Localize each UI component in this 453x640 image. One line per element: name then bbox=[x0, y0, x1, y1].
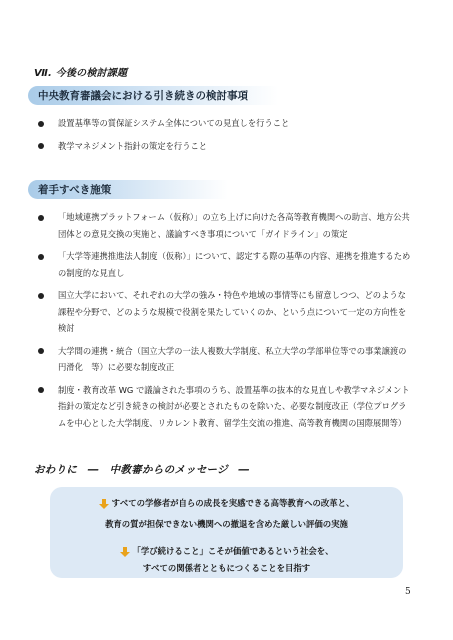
list-item: 国立大学において、それぞれの大学の強み・特色や地域の事情等にも留意しつつ、どのような課程や分野で、どのような規模で役割を果たしていくのか、という点について一定の方向性を検討 bbox=[34, 287, 414, 337]
message-line: すべての学修者が自らの成長を実感できる高等教育への改革と、 bbox=[50, 497, 403, 509]
list-item: 設置基準等の質保証システム全体についての見直しを行うこと bbox=[34, 115, 414, 132]
central-council-heading: 中央教育審議会における引き続きの検討事項 bbox=[38, 90, 248, 102]
list-item: 「大学等連携推進法人制度（仮称）」について、認定する際の基準の内容、連携を推進するための制度的な見直し bbox=[34, 248, 414, 281]
list-item: 教学マネジメント指針の策定を行うこと bbox=[34, 138, 414, 155]
down-arrow-icon bbox=[99, 499, 109, 509]
measures-heading: 着手すべき施策 bbox=[38, 184, 112, 196]
closing-title: おわりに ― 中教審からのメッセージ ― bbox=[34, 464, 250, 476]
list-item: 「地域連携プラットフォーム（仮称）」の立ち上げに向けた各高等教育機関への助言、地方公共団体との意見交換の実施と、議論すべき事項について「ガイドライン」の策定 bbox=[34, 209, 414, 242]
message-line: 「学び続けること」こそが価値であるという社会を、 bbox=[50, 545, 403, 557]
central-council-list bbox=[34, 115, 414, 154]
section-title: Ⅶ. 今後の検討課題 bbox=[34, 68, 128, 79]
message-line: 教育の質が担保できない機関への撤退を含めた厳しい評価の実施 bbox=[105, 519, 348, 529]
bullet-dot-icon bbox=[38, 254, 44, 260]
bullet-dot-icon bbox=[38, 143, 44, 149]
measures-header bbox=[28, 180, 228, 199]
down-arrow-icon bbox=[120, 547, 130, 557]
bullet-dot-icon bbox=[38, 215, 44, 221]
list-item: 大学間の連携・統合（国立大学の一法人複数大学制度、私立大学の学部単位等での事業譲渡の円滑化 等）に必要な制度改正 bbox=[34, 343, 414, 376]
message-line: すべての関係者とともにつくることを目指す bbox=[142, 563, 311, 573]
measures-list bbox=[34, 209, 414, 431]
page-number: 5 bbox=[405, 587, 411, 597]
bullet-dot-icon bbox=[38, 121, 44, 127]
message-box bbox=[50, 487, 403, 578]
bullet-dot-icon bbox=[38, 293, 44, 299]
bullet-dot-icon bbox=[38, 348, 44, 354]
central-council-header bbox=[28, 86, 278, 105]
bullet-dot-icon bbox=[38, 387, 44, 393]
list-item: 制度・教育改革 WG で議論された事項のうち、設置基準の抜本的な見直しや教学マネジメント指針の策定など引き続きの検討が必要とされたものを除いた、必要な制度改正（学位プログラムを中心とした大学制度、リカレント教育、留学生交流の推進、高等教育機関の国際展開等） bbox=[34, 382, 414, 432]
